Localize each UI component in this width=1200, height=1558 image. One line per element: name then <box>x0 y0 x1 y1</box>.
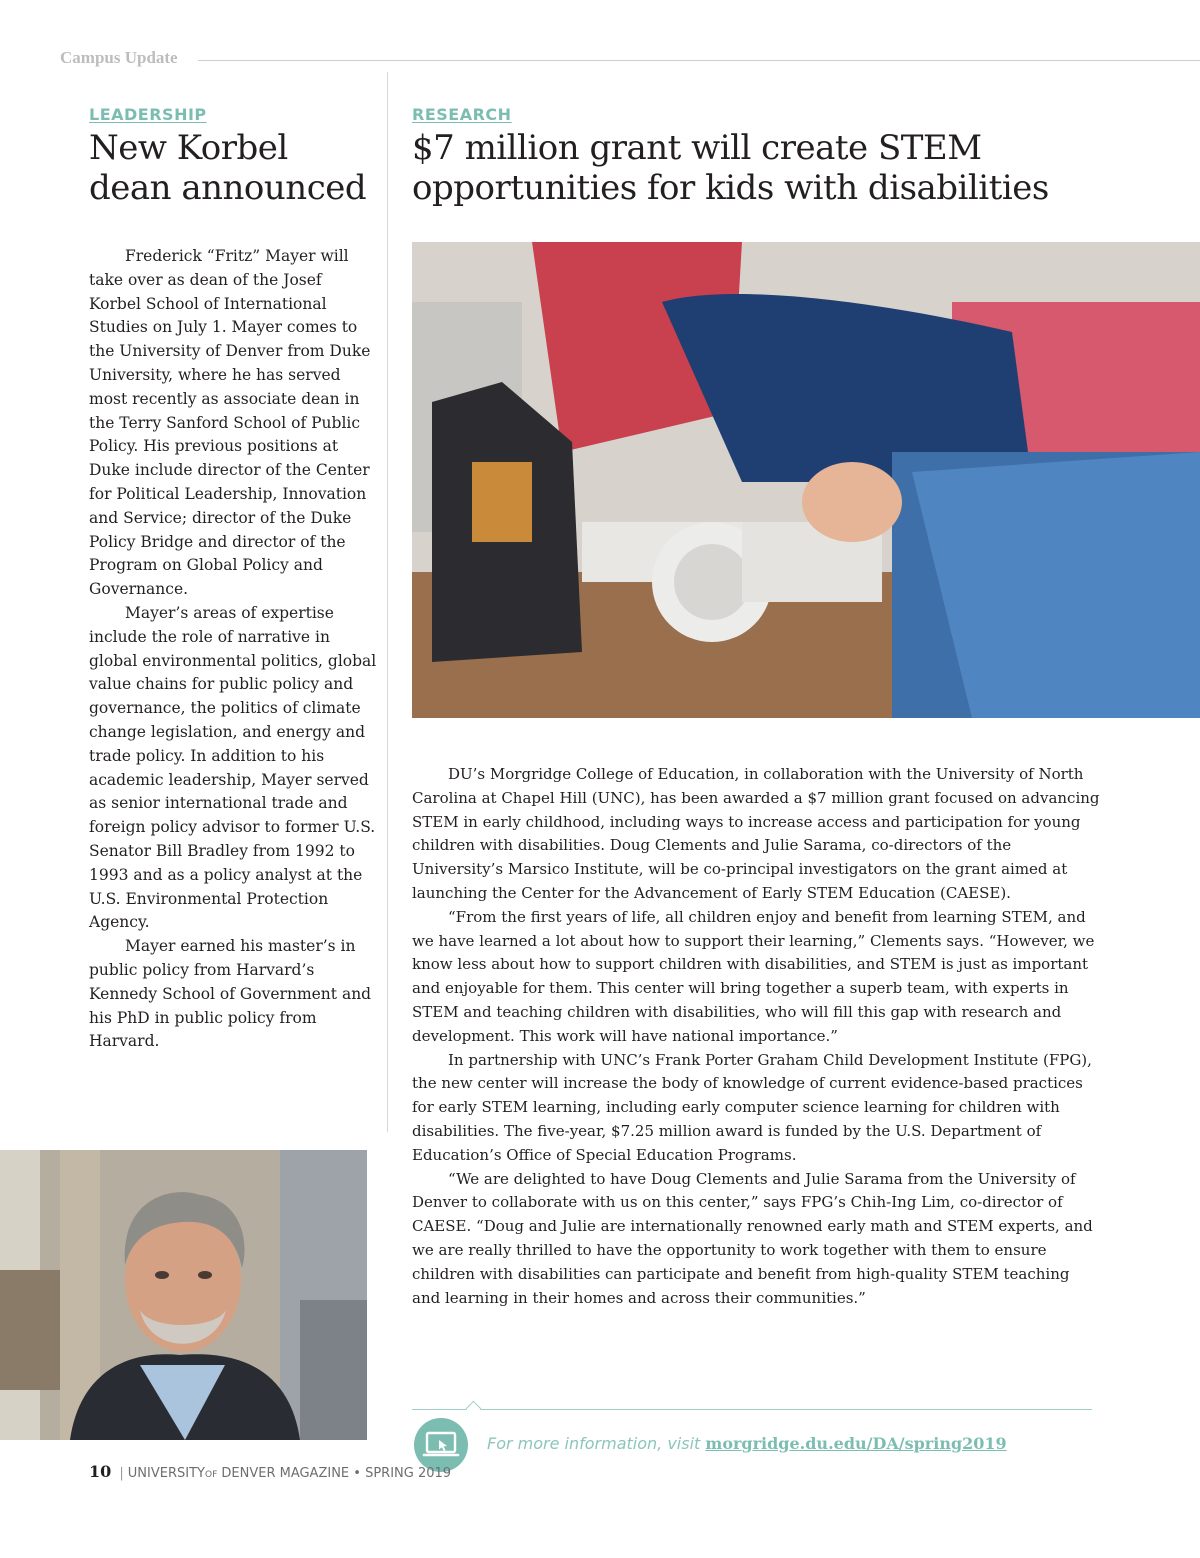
right-paragraph: In partnership with UNC’s Frank Porter Graham Child Development Institute (FPG), the new center will increase the body of knowledge of current evidence-based practices for early STEM learning, including early computer science learning for children with disabilities. The five-year, $7.25 million award is funded by the U.S. Department of Education’s Office of Special Education Programs. <box>412 1050 1092 1164</box>
left-paragraph: Mayer earned his master’s in public policy from Harvard’s Kennedy School of Government and his PhD in public policy from Harvard. <box>89 937 372 1051</box>
more-info-line <box>487 1434 1007 1453</box>
right-paragraph: “We are delighted to have Doug Clements and Julie Sarama from the University of Denver to collaborate with us on this center,” says FPG’s Chih-Ing Lim, co-director of CAESE. “Doug and Julie are internationally renowned early math and STEM experts, and we are really thrilled to have the opportunity to work together with them to ensure children with disabilities can participate and benefit from high-quality STEM teaching and learning in their homes and across their communities.” <box>412 1169 1093 1307</box>
right-article-body <box>412 763 1102 1310</box>
left-kicker[interactable]: LEADERSHIP <box>89 105 207 124</box>
section-label: Campus Update <box>60 48 178 67</box>
issue-label: • SPRING 2019 <box>349 1466 452 1481</box>
right-headline <box>412 128 1192 208</box>
right-kicker[interactable]: RESEARCH <box>412 105 512 124</box>
publication-name: UNIVERSITYOF DENVER MAGAZINE <box>127 1466 350 1481</box>
right-headline-line-1: $7 million grant will create STEM <box>412 128 982 168</box>
portrait-illustration <box>0 1150 367 1440</box>
left-paragraph: Frederick “Fritz” Mayer will take over as dean of the Josef Korbel School of International Studies on July 1. Mayer comes to the University of Denver from Duke University, where he has served most recently as associate dean in the Terry Sanford School of Public Policy. His previous positions at Duke include director of the Center for Political Leadership, Innovation and Service; director of the Duke Policy Bridge and director of the Program on Global Policy and Governance. <box>89 247 371 599</box>
left-paragraph: Mayer’s areas of expertise include the role of narrative in global environmental politics, global value chains for public policy and governance, the politics of climate change legislation, and energy and trade policy. In addition to his academic leadership, Mayer served as senior international trade and foreign policy advisor to former U.S. Senator Bill Bradley from 1992 to 1993 and as a policy analyst at the U.S. Environmental Protection Agency. <box>89 603 377 932</box>
left-headline-line-2: dean announced <box>89 168 367 208</box>
left-article-body <box>89 245 377 1054</box>
info-rule-notch <box>466 1401 482 1417</box>
left-headline <box>89 128 387 208</box>
footer-separator: | <box>119 1466 124 1481</box>
more-info-link[interactable]: morgridge.du.edu/DA/spring2019 <box>705 1434 1007 1453</box>
portrait-photo <box>0 1150 367 1440</box>
right-paragraph: “From the first years of life, all children enjoy and benefit from learning STEM, and we have learned a lot about how to support their learning,” Clements says. “However, we know less about how to support children with disabilities, and STEM is just as important and enjoyable for them. This center will bring together a superb team, with experts in STEM and teaching children with disabilities, who will fill this gap with research and development. This work will have national importance.” <box>412 907 1095 1045</box>
stem-photo-illustration <box>412 242 1200 718</box>
more-info-lead: For more information, visit <box>487 1434 706 1453</box>
stem-robot-photo <box>412 242 1200 718</box>
right-headline-line-2: opportunities for kids with disabilities <box>412 168 1049 208</box>
column-divider <box>387 72 388 1132</box>
header-rule <box>198 60 1200 61</box>
page-footer <box>89 1462 451 1481</box>
page-number: 10 <box>89 1462 112 1481</box>
right-paragraph: DU’s Morgridge College of Education, in collaboration with the University of North Carolina at Chapel Hill (UNC), has been awarded a $7 million grant focused on advancing STEM in early childhood, including ways to increase access and participation for young children with disabilities. Doug Clements and Julie Sarama, co-directors of the University’s Marsico Institute, will be co-principal investigators on the grant aimed at launching the Center for the Advancement of Early STEM Education (CAESE). <box>412 765 1100 902</box>
left-headline-line-1: New Korbel <box>89 128 288 168</box>
info-rule <box>412 1409 1092 1410</box>
